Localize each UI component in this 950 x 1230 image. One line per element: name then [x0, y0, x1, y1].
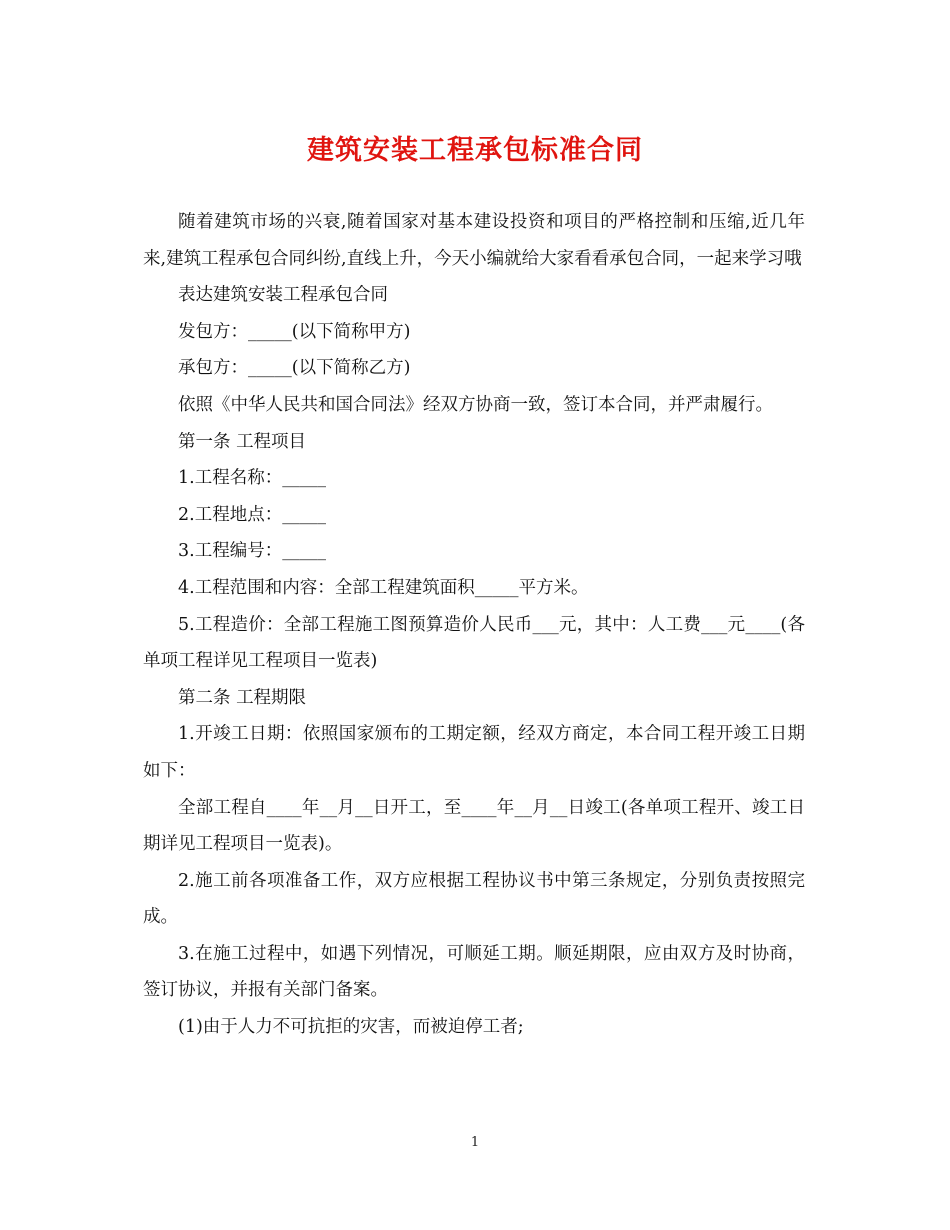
party-a-line: 发包方：_____(以下简称甲方) [178, 321, 411, 342]
page-number: 1 [470, 1135, 480, 1150]
force-majeure-item: (1)由于人力不可抗拒的灾害，而被迫停工者; [178, 1017, 524, 1038]
project-location-line: 2.工程地点：_____ [178, 504, 326, 525]
project-number-line: 3.工程编号：_____ [178, 541, 326, 562]
contract-subtitle: 表达建筑安装工程承包合同 [178, 285, 388, 306]
article-1-heading: 第一条 工程项目 [178, 431, 307, 452]
document-title: 建筑安装工程承包标准合同 [307, 135, 643, 166]
extension-paragraph: 3.在施工过程中，如遇下列情况，可顺延工期。顺延期限，应由双方及时协商，签订协议，并报有关部门备案。 [143, 943, 805, 1001]
schedule-paragraph: 全部工程自____年__月__日开工，至____年__月__日竣工(各单项工程开、竣工日期详见工程项目一览表)。 [143, 797, 805, 855]
project-scope-line: 4.工程范围和内容：全部工程建筑面积_____平方米。 [178, 577, 589, 598]
legal-basis-paragraph: 依照《中华人民共和国合同法》经双方协商一致，签订本合同，并严肃履行。 [178, 394, 773, 415]
intro-paragraph: 随着建筑市场的兴衰,随着国家对基本建设投资和项目的严格控制和压缩,近几年来,建筑工程承包合同纠纷,直线上升，今天小编就给大家看看承包合同，一起来学习哦 [143, 212, 805, 269]
project-cost-line: 5.工程造价：全部工程施工图预算造价人民币___元，其中：人工费___元____(各单项工程详见工程项目一览表) [143, 614, 805, 672]
article-2-heading: 第二条 工程期限 [178, 687, 307, 708]
preparation-paragraph: 2.施工前各项准备工作，双方应根据工程协议书中第三条规定，分别负责按照完成。 [143, 870, 805, 928]
document-body [143, 204, 805, 1046]
start-end-date-paragraph: 1.开竣工日期：依照国家颁布的工期定额，经双方商定，本合同工程开竣工日期如下： [143, 724, 805, 781]
project-name-line: 1.工程名称：_____ [178, 468, 326, 489]
party-b-line: 承包方：_____(以下简称乙方) [178, 358, 411, 379]
